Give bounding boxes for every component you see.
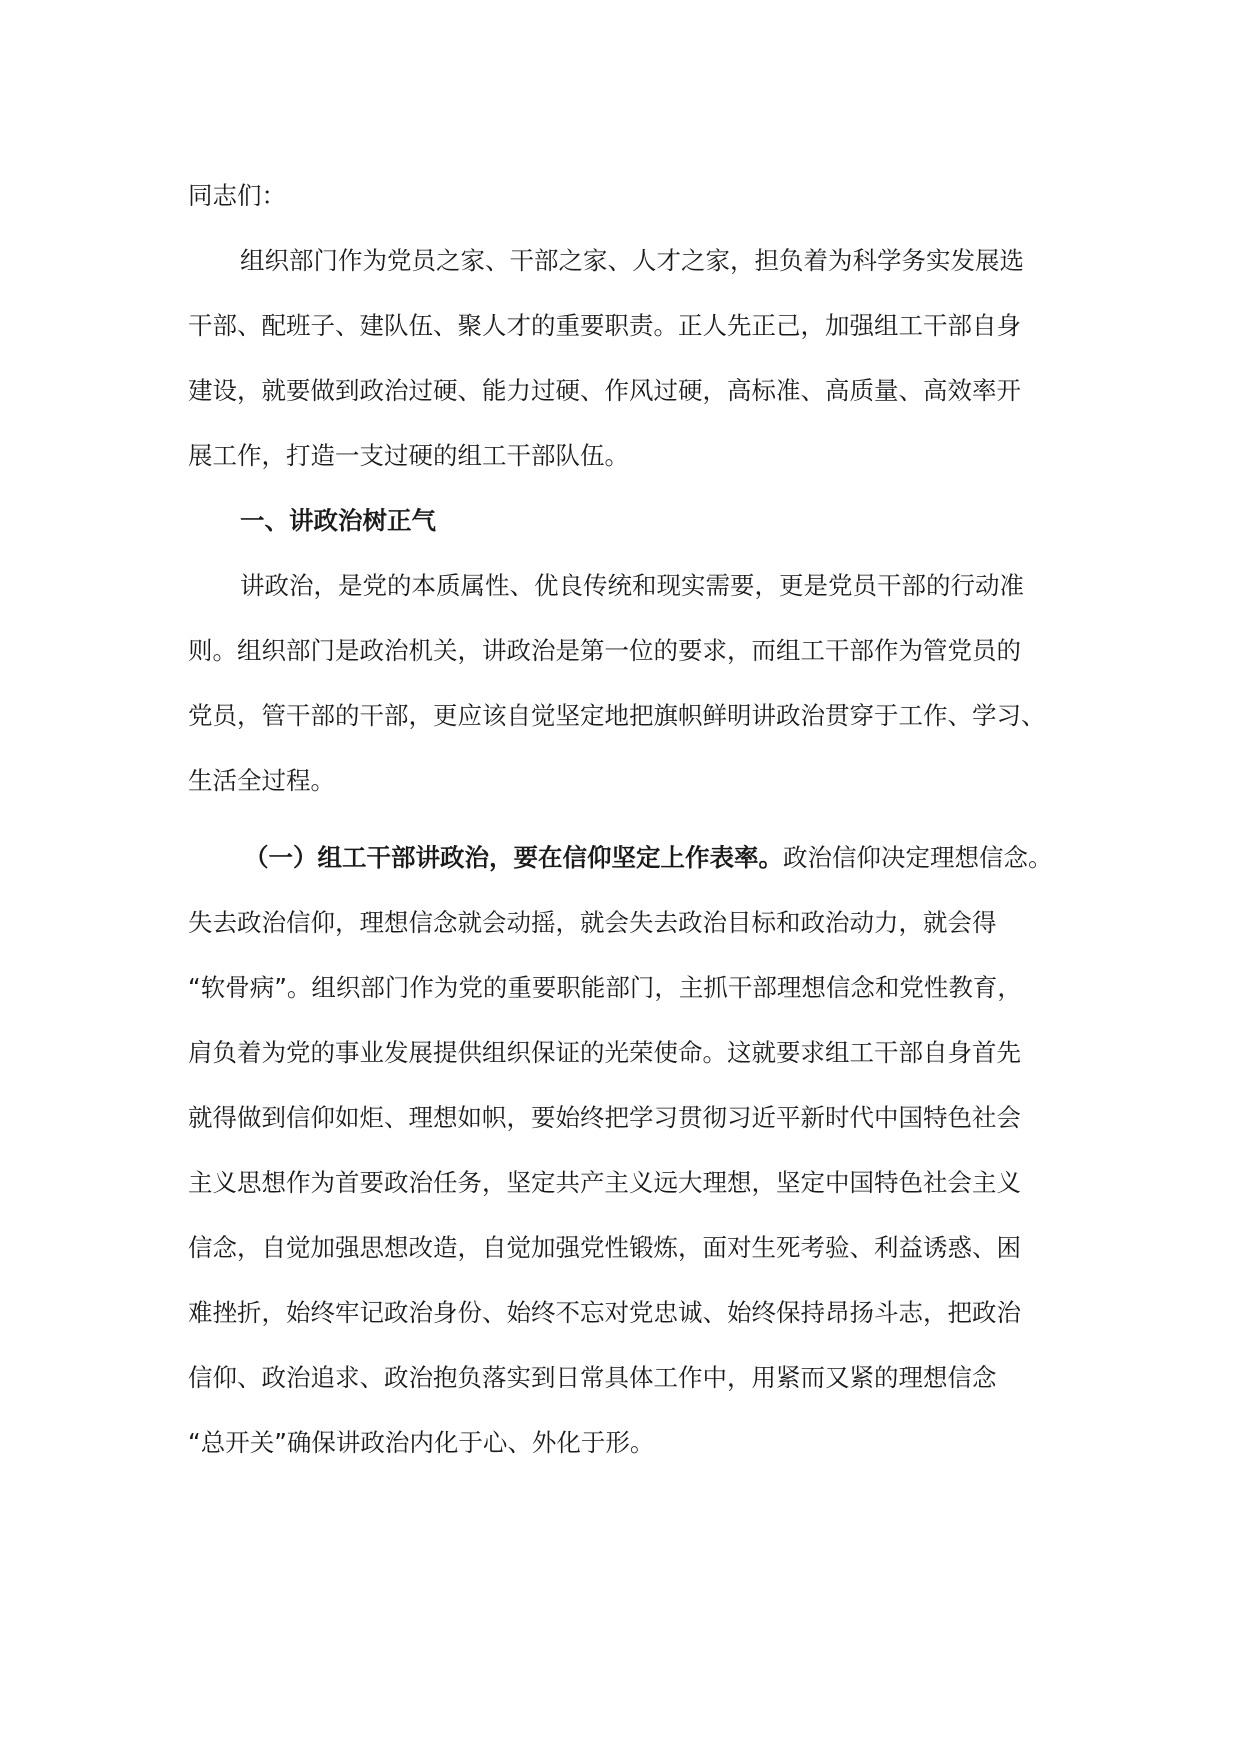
section-heading: 一、讲政治树正气 (240, 506, 436, 535)
paragraph-line: 失去政治信仰，理想信念就会动摇，就会失去政治目标和政治动力，就会得 (188, 908, 997, 937)
subsection-lead-line (188, 834, 1068, 899)
paragraph-line: 展工作，打造一支过硬的组工干部队伍。 (188, 441, 629, 470)
paragraph-line: 肩负着为党的事业发展提供组织保证的光荣使命。这就要求组工干部自身首先 (188, 1038, 1021, 1067)
paragraph-line: 干部、配班子、建队伍、聚人才的重要职责。正人先正己，加强组工干部自身 (188, 311, 1021, 340)
subsection1-paragraph (188, 834, 1068, 1484)
paragraph-line: “软骨病”。组织部门作为党的重要职能部门，主抓干部理想信念和党性教育， (188, 973, 1022, 1002)
paragraph-line: 党员，管干部的干部，更应该自觉坚定地把旗帜鲜明讲政治贯穿于工作、学习、 (188, 701, 1046, 730)
paragraph-line: 则。组织部门是政治机关，讲政治是第一位的要求，而组工干部作为管党员的 (188, 636, 1021, 665)
salutation: 同志们： (188, 181, 286, 210)
subsection-heading: （一）组工干部讲政治，要在信仰坚定上作表率。 (244, 843, 783, 872)
paragraph-line: 组织部门作为党员之家、干部之家、人才之家，担负着为科学务实发展选 (240, 246, 1024, 275)
intro-paragraph (188, 237, 1068, 497)
paragraph-line: 难挫折，始终牢记政治身份、始终不忘对党忠诚、始终保持昂扬斗志，把政治 (188, 1298, 1021, 1327)
section1-paragraph (188, 562, 1068, 822)
paragraph-line: “总开关”确保讲政治内化于心、外化于形。 (188, 1428, 655, 1457)
paragraph-line: 讲政治，是党的本质属性、优良传统和现实需要，更是党员干部的行动准 (240, 571, 1024, 600)
paragraph-line: 主义思想作为首要政治任务，坚定共产主义远大理想，坚定中国特色社会主义 (188, 1168, 1021, 1197)
paragraph-line: 信仰、政治追求、政治抱负落实到日常具体工作中，用紧而又紧的理想信念 (188, 1363, 997, 1392)
paragraph-line: 生活全过程。 (188, 766, 335, 795)
paragraph-line: 信念，自觉加强思想改造，自觉加强党性锻炼，面对生死考验、利益诱惑、困 (188, 1233, 1021, 1262)
document-body (188, 172, 1068, 1484)
paragraph-line: 就得做到信仰如炬、理想如帜，要始终把学习贯彻习近平新时代中国特色社会 (188, 1103, 1021, 1132)
paragraph-line: 建设，就要做到政治过硬、能力过硬、作风过硬，高标准、高质量、高效率开 (188, 376, 1021, 405)
subsection-lead-text: 政治信仰决定理想信念。 (783, 843, 1053, 872)
